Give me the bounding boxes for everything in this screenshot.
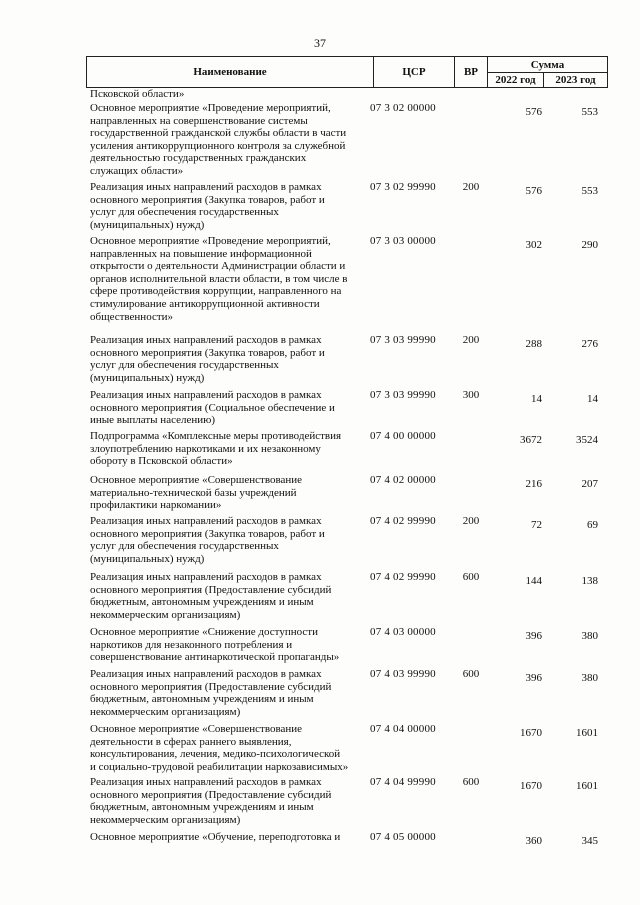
- row-csr: 07 3 03 00000: [370, 235, 436, 247]
- row-name: Основное мероприятие «Обучение, переподготовка и: [90, 831, 341, 843]
- row-vr: 200: [462, 334, 480, 346]
- row-vr: 600: [462, 776, 480, 788]
- row-name: Реализация иных направлений расходов в рамках основного мероприятия (Предоставление субсидий бюджетным, автономным учреждениям и иным некоммерческим организациям): [90, 571, 332, 621]
- row-sum-2022: 360: [525, 835, 542, 847]
- row-csr: 07 4 00 00000: [370, 430, 436, 442]
- row-sum-2022: 1670: [520, 727, 542, 739]
- row-sum-2023: 553: [581, 106, 598, 118]
- row-name: Основное мероприятие «Проведение мероприятий, направленных на совершенствование системы государственной гражданской службы области в части усиления антикоррупционного контроля за служебной деятельностью государственных гражданских служащих области»: [90, 102, 347, 177]
- row-sum-2023: 1601: [576, 727, 598, 739]
- row-sum-2022: 396: [525, 672, 542, 684]
- row-sum-2023: 138: [581, 575, 598, 587]
- row-csr: 07 4 04 99990: [370, 776, 436, 788]
- row-sum-2022: 72: [531, 519, 542, 531]
- row-sum-2022: 216: [525, 478, 542, 490]
- row-name: Реализация иных направлений расходов в рамках основного мероприятия (Закупка товаров, работ и услуг для обеспечения государственных (муниципальных) нужд): [90, 181, 325, 231]
- row-sum-2023: 380: [581, 630, 598, 642]
- row-name: Реализация иных направлений расходов в рамках основного мероприятия (Закупка товаров, работ и услуг для обеспечения государственных (муниципальных) нужд): [90, 334, 325, 384]
- row-name: Реализация иных направлений расходов в рамках основного мероприятия (Закупка товаров, работ и услуг для обеспечения государственных (муниципальных) нужд): [90, 515, 325, 565]
- row-name: Реализация иных направлений расходов в рамках основного мероприятия (Предоставление субсидий бюджетным, автономным учреждениям и иным некоммерческим организациям): [90, 668, 332, 718]
- row-vr: 200: [462, 181, 480, 193]
- column-header-year-2023: 2023 год: [555, 74, 596, 86]
- row-csr: 07 4 02 00000: [370, 474, 436, 486]
- row-name: Подпрограмма «Комплексные меры противодействия злоупотреблению наркотиками и их незаконному обороту в Псковской области»: [90, 430, 342, 468]
- row-sum-2023: 3524: [576, 434, 598, 446]
- column-header-csr: ЦСР: [402, 66, 426, 78]
- row-name: Основное мероприятие «Проведение мероприятий, направленных на повышение информационной открытости о деятельности Администрации области и органов исполнительной власти области, в том числе в сфере противодействия коррупции, направленного на стимулирование антикоррупционной активности общественности»: [90, 235, 348, 323]
- row-sum-2022: 1670: [520, 780, 542, 792]
- row-csr: 07 3 03 99990: [370, 334, 436, 346]
- row-csr: 07 4 02 99990: [370, 515, 436, 527]
- row-name: Реализация иных направлений расходов в рамках основного мероприятия (Социальное обеспечение и иные выплаты населению): [90, 389, 335, 427]
- row-name: Реализация иных направлений расходов в рамках основного мероприятия (Предоставление субсидий бюджетным, автономным учреждениям и иным некоммерческим организациям): [90, 776, 332, 826]
- table-header: [86, 56, 608, 88]
- column-header-vr: ВР: [463, 66, 479, 78]
- row-sum-2023: 276: [581, 338, 598, 350]
- row-sum-2023: 290: [581, 239, 598, 251]
- row-csr: 07 3 02 00000: [370, 102, 436, 114]
- row-sum-2022: 396: [525, 630, 542, 642]
- row-sum-2022: 288: [525, 338, 542, 350]
- row-vr: 300: [462, 389, 480, 401]
- row-sum-2022: 3672: [520, 434, 542, 446]
- row-sum-2023: 207: [581, 478, 598, 490]
- page-number: 37: [314, 36, 326, 50]
- row-sum-2022: 144: [525, 575, 542, 587]
- column-header-sum: Сумма: [530, 58, 565, 71]
- row-sum-2023: 380: [581, 672, 598, 684]
- row-sum-2023: 14: [587, 393, 598, 405]
- column-header-year-2022: 2022 год: [495, 74, 536, 86]
- row-sum-2023: 69: [587, 519, 598, 531]
- row-vr: 600: [462, 668, 480, 680]
- row-csr: 07 3 03 99990: [370, 389, 436, 401]
- row-sum-2022: 14: [531, 393, 542, 405]
- row-csr: 07 4 02 99990: [370, 571, 436, 583]
- row-sum-2023: 345: [581, 835, 598, 847]
- column-header-name: Наименование: [193, 66, 267, 78]
- row-sum-2022: 302: [525, 239, 542, 251]
- row-csr: 07 4 03 00000: [370, 626, 436, 638]
- row-sum-2022: 576: [525, 106, 542, 118]
- row-vr: 600: [462, 571, 480, 583]
- row-sum-2023: 1601: [576, 780, 598, 792]
- row-vr: 200: [462, 515, 480, 527]
- row-name: Псковской области»: [90, 88, 185, 100]
- row-name: Основное мероприятие «Совершенствование материально-технической базы учреждений профилактики наркомании»: [90, 474, 303, 512]
- row-name: Основное мероприятие «Снижение доступности наркотиков для незаконного потребления и совершенствование антинаркотической пропаганды»: [90, 626, 340, 664]
- row-csr: 07 4 04 00000: [370, 723, 436, 735]
- row-csr: 07 4 05 00000: [370, 831, 436, 843]
- row-sum-2023: 553: [581, 185, 598, 197]
- row-sum-2022: 576: [525, 185, 542, 197]
- row-csr: 07 4 03 99990: [370, 668, 436, 680]
- row-csr: 07 3 02 99990: [370, 181, 436, 193]
- row-name: Основное мероприятие «Совершенствование деятельности в сферах раннего выявления, консультирования, лечения, медико-психологической и социально-трудовой реабилитации наркозависимых»: [90, 723, 349, 773]
